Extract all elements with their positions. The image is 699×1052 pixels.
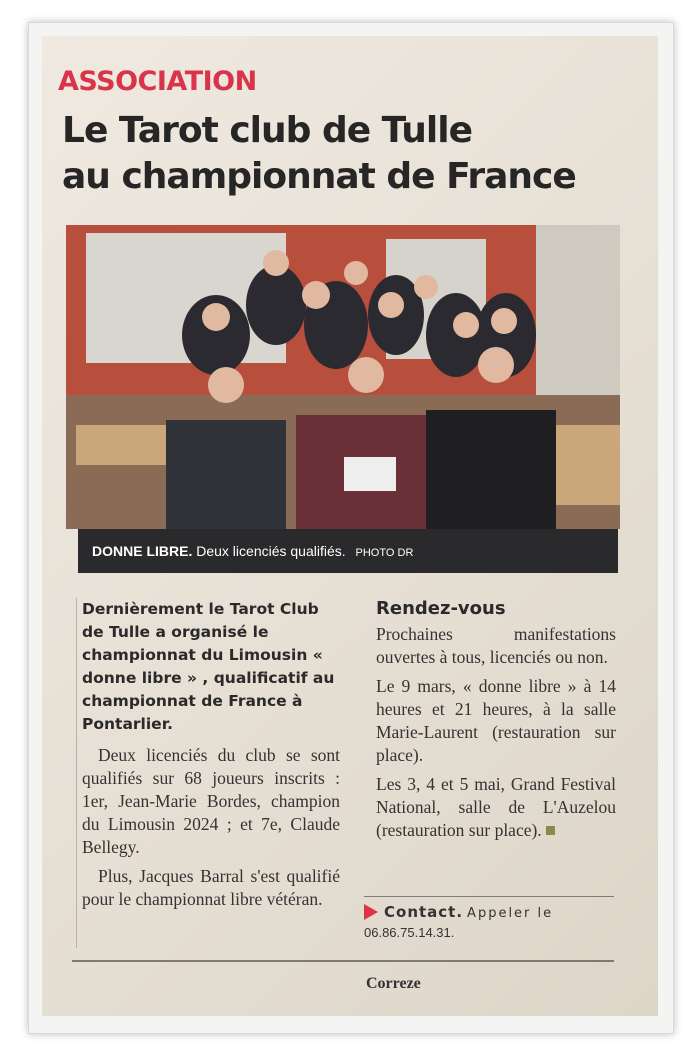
article-headline	[62, 108, 602, 200]
paragraph-qualified: Deux licenciés du club se sont qualifiés sur 68 joueurs inscrits : 1er, Jean-Marie Bordes, champion du Limousin 2024 ; et 7e, Claude Bellegy.	[82, 745, 340, 857]
column-divider	[76, 598, 77, 948]
photo-caption	[78, 529, 618, 573]
caption-title: DONNE LIBRE.	[92, 543, 193, 559]
paragraph-event-may	[376, 773, 616, 842]
arrow-icon	[364, 904, 378, 920]
headline-line-2: au championnat de France	[62, 156, 576, 197]
article-lead: Dernièrement le Tarot Club de Tulle a organisé le championnat du Limousin « donne libre » , qualificatif au championnat de France à Pontarlier.	[82, 600, 335, 733]
group-photo-image	[66, 225, 620, 529]
contact-phone: 06.86.75.14.31.	[364, 925, 455, 940]
paragraph-event-march: Le 9 mars, « donne libre » à 14 heures et 21 heures, à la salle Marie-Laurent (restauration sur place).	[376, 676, 616, 765]
contact-box	[364, 903, 624, 942]
left-column	[82, 598, 340, 911]
page-footer: Correze	[366, 975, 421, 992]
paragraph-events-intro: Prochaines manifestations ouvertes à tous, licenciés ou non.	[376, 624, 616, 667]
end-mark-icon	[546, 826, 555, 835]
photo-credit: PHOTO DR	[355, 547, 414, 559]
event-may-text: Les 3, 4 et 5 mai, Grand Festival National, salle de L'Auzelou (restauration sur place).	[376, 774, 616, 840]
paragraph-veteran: Plus, Jacques Barral s'est qualifié pour le championnat libre vétéran.	[82, 866, 340, 909]
contact-label: Contact.	[384, 903, 464, 921]
contact-divider	[364, 896, 614, 897]
section-kicker: ASSOCIATION	[58, 66, 257, 97]
section-subhead: Rendez-vous	[376, 598, 506, 619]
caption-text: Deux licenciés qualifiés.	[196, 543, 346, 559]
footer-rule	[72, 960, 614, 962]
right-column	[376, 598, 616, 842]
article-photo	[66, 225, 620, 529]
contact-call-text: Appeler le	[467, 906, 554, 921]
headline-line-1: Le Tarot club de Tulle	[62, 110, 472, 151]
